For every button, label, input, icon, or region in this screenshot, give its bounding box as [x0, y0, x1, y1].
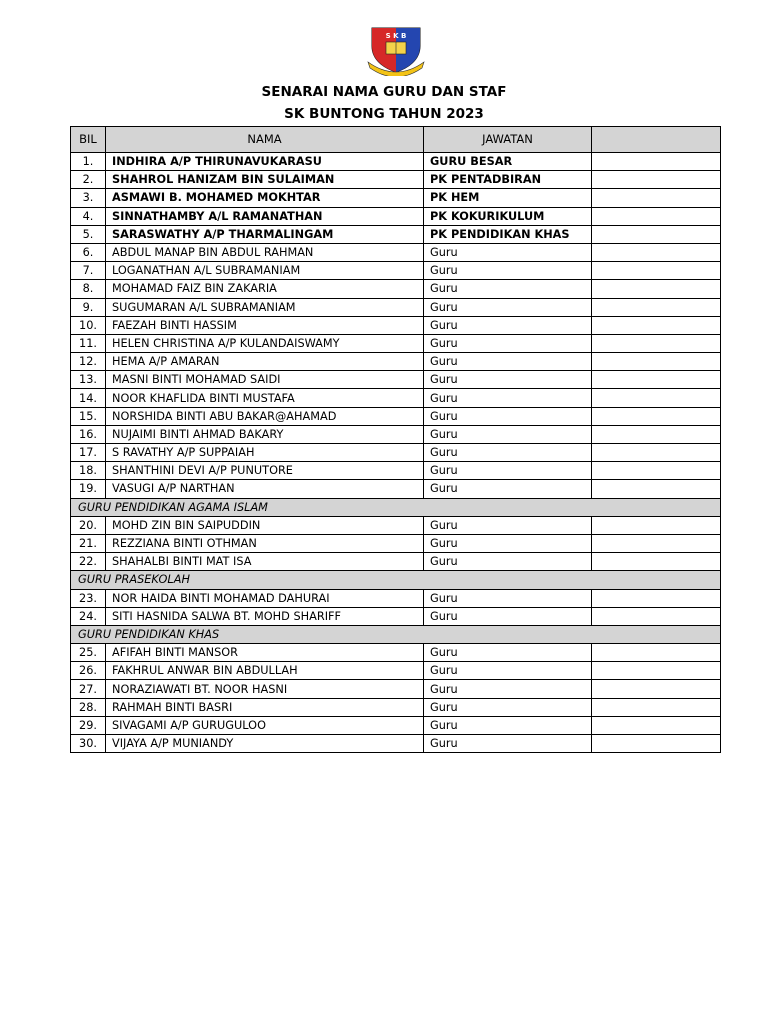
row-position: Guru	[424, 462, 592, 480]
table-header-row	[71, 127, 721, 153]
row-number: 25.	[71, 644, 106, 662]
row-number: 15.	[71, 407, 106, 425]
row-number: 12.	[71, 353, 106, 371]
row-position: Guru	[424, 371, 592, 389]
row-blank-cell	[592, 444, 721, 462]
row-position: Guru	[424, 298, 592, 316]
table-row	[71, 389, 721, 407]
row-number: 29.	[71, 716, 106, 734]
row-position: Guru	[424, 316, 592, 334]
row-number: 9.	[71, 298, 106, 316]
table-row	[71, 316, 721, 334]
table-row	[71, 243, 721, 261]
row-blank-cell	[592, 243, 721, 261]
row-name: NORSHIDA BINTI ABU BAKAR@AHAMAD	[106, 407, 424, 425]
section-title: GURU PENDIDIKAN KHAS	[71, 625, 721, 643]
row-position: Guru	[424, 516, 592, 534]
row-name: SHAHROL HANIZAM BIN SULAIMAN	[106, 171, 424, 189]
row-blank-cell	[592, 534, 721, 552]
row-number: 13.	[71, 371, 106, 389]
row-position: Guru	[424, 425, 592, 443]
table-row	[71, 171, 721, 189]
row-name: AFIFAH BINTI MANSOR	[106, 644, 424, 662]
section-title: GURU PENDIDIKAN AGAMA ISLAM	[71, 498, 721, 516]
table-row	[71, 607, 721, 625]
row-position: Guru	[424, 607, 592, 625]
row-blank-cell	[592, 516, 721, 534]
row-number: 21.	[71, 534, 106, 552]
table-row	[71, 153, 721, 171]
row-blank-cell	[592, 607, 721, 625]
row-number: 4.	[71, 207, 106, 225]
row-name: REZZIANA BINTI OTHMAN	[106, 534, 424, 552]
row-name: NOR HAIDA BINTI MOHAMAD DAHURAI	[106, 589, 424, 607]
row-name: NORAZIAWATI BT. NOOR HASNI	[106, 680, 424, 698]
row-blank-cell	[592, 189, 721, 207]
row-position: Guru	[424, 662, 592, 680]
row-position: Guru	[424, 334, 592, 352]
header-jawatan: JAWATAN	[424, 127, 592, 153]
section-title: GURU PRASEKOLAH	[71, 571, 721, 589]
row-number: 20.	[71, 516, 106, 534]
row-blank-cell	[592, 462, 721, 480]
row-position: Guru	[424, 407, 592, 425]
table-row	[71, 534, 721, 552]
row-blank-cell	[592, 225, 721, 243]
row-name: VIJAYA A/P MUNIANDY	[106, 735, 424, 753]
section-row	[71, 498, 721, 516]
table-row	[71, 698, 721, 716]
row-blank-cell	[592, 644, 721, 662]
row-number: 16.	[71, 425, 106, 443]
table-row	[71, 462, 721, 480]
row-number: 8.	[71, 280, 106, 298]
row-number: 11.	[71, 334, 106, 352]
row-number: 24.	[71, 607, 106, 625]
row-name: SUGUMARAN A/L SUBRAMANIAM	[106, 298, 424, 316]
row-blank-cell	[592, 716, 721, 734]
row-number: 23.	[71, 589, 106, 607]
table-row	[71, 735, 721, 753]
row-position: Guru	[424, 553, 592, 571]
row-number: 17.	[71, 444, 106, 462]
row-position: Guru	[424, 589, 592, 607]
table-row	[71, 280, 721, 298]
row-position: GURU BESAR	[424, 153, 592, 171]
row-name: MASNI BINTI MOHAMAD SAIDI	[106, 371, 424, 389]
row-blank-cell	[592, 735, 721, 753]
header-bil: BIL	[71, 127, 106, 153]
row-blank-cell	[592, 280, 721, 298]
table-row	[71, 444, 721, 462]
row-number: 2.	[71, 171, 106, 189]
row-number: 27.	[71, 680, 106, 698]
row-number: 1.	[71, 153, 106, 171]
table-row	[71, 589, 721, 607]
row-position: Guru	[424, 534, 592, 552]
row-position: PK KOKURIKULUM	[424, 207, 592, 225]
table-row	[71, 662, 721, 680]
row-blank-cell	[592, 680, 721, 698]
row-name: SINNATHAMBY A/L RAMANATHAN	[106, 207, 424, 225]
row-position: Guru	[424, 698, 592, 716]
row-position: Guru	[424, 480, 592, 498]
table-row	[71, 480, 721, 498]
row-blank-cell	[592, 207, 721, 225]
row-number: 28.	[71, 698, 106, 716]
row-position: Guru	[424, 389, 592, 407]
table-row	[71, 189, 721, 207]
row-position: PK PENTADBIRAN	[424, 171, 592, 189]
section-row	[71, 571, 721, 589]
row-blank-cell	[592, 407, 721, 425]
row-name: FAKHRUL ANWAR BIN ABDULLAH	[106, 662, 424, 680]
row-name: HEMA A/P AMARAN	[106, 353, 424, 371]
row-position: Guru	[424, 262, 592, 280]
row-blank-cell	[592, 298, 721, 316]
row-blank-cell	[592, 153, 721, 171]
row-blank-cell	[592, 334, 721, 352]
row-name: SITI HASNIDA SALWA BT. MOHD SHARIFF	[106, 607, 424, 625]
table-row	[71, 553, 721, 571]
row-number: 10.	[71, 316, 106, 334]
table-row	[71, 262, 721, 280]
row-position: Guru	[424, 680, 592, 698]
row-number: 22.	[71, 553, 106, 571]
row-name: ASMAWI B. MOHAMED MOKHTAR	[106, 189, 424, 207]
row-name: SHAHALBI BINTI MAT ISA	[106, 553, 424, 571]
school-crest-logo	[366, 24, 426, 76]
table-row	[71, 207, 721, 225]
row-position: Guru	[424, 353, 592, 371]
row-name: SARASWATHY A/P THARMALINGAM	[106, 225, 424, 243]
row-name: NUJAIMI BINTI AHMAD BAKARY	[106, 425, 424, 443]
row-position: PK HEM	[424, 189, 592, 207]
table-row	[71, 516, 721, 534]
staff-table	[70, 126, 721, 753]
header-blank	[592, 127, 721, 153]
row-name: FAEZAH BINTI HASSIM	[106, 316, 424, 334]
row-position: PK PENDIDIKAN KHAS	[424, 225, 592, 243]
row-number: 19.	[71, 480, 106, 498]
row-blank-cell	[592, 480, 721, 498]
row-blank-cell	[592, 553, 721, 571]
row-blank-cell	[592, 316, 721, 334]
row-number: 30.	[71, 735, 106, 753]
row-position: Guru	[424, 644, 592, 662]
header-nama: NAMA	[106, 127, 424, 153]
row-position: Guru	[424, 716, 592, 734]
row-number: 26.	[71, 662, 106, 680]
row-blank-cell	[592, 425, 721, 443]
row-number: 3.	[71, 189, 106, 207]
row-number: 6.	[71, 243, 106, 261]
document-title: SENARAI NAMA GURU DAN STAF	[261, 84, 507, 100]
row-name: NOOR KHAFLIDA BINTI MUSTAFA	[106, 389, 424, 407]
table-row	[71, 716, 721, 734]
table-row	[71, 353, 721, 371]
row-blank-cell	[592, 262, 721, 280]
svg-text:S K B: S K B	[385, 32, 407, 40]
row-name: S RAVATHY A/P SUPPAIAH	[106, 444, 424, 462]
document-subtitle: SK BUNTONG TAHUN 2023	[284, 106, 484, 122]
row-blank-cell	[592, 389, 721, 407]
row-number: 7.	[71, 262, 106, 280]
table-row	[71, 298, 721, 316]
row-blank-cell	[592, 171, 721, 189]
row-blank-cell	[592, 353, 721, 371]
row-name: MOHAMAD FAIZ BIN ZAKARIA	[106, 280, 424, 298]
row-position: Guru	[424, 280, 592, 298]
row-position: Guru	[424, 444, 592, 462]
row-blank-cell	[592, 662, 721, 680]
section-row	[71, 625, 721, 643]
table-row	[71, 644, 721, 662]
table-row	[71, 407, 721, 425]
table-row	[71, 680, 721, 698]
row-blank-cell	[592, 589, 721, 607]
table-row	[71, 225, 721, 243]
row-name: ABDUL MANAP BIN ABDUL RAHMAN	[106, 243, 424, 261]
row-name: VASUGI A/P NARTHAN	[106, 480, 424, 498]
row-name: LOGANATHAN A/L SUBRAMANIAM	[106, 262, 424, 280]
table-row	[71, 334, 721, 352]
row-number: 18.	[71, 462, 106, 480]
row-number: 14.	[71, 389, 106, 407]
row-name: RAHMAH BINTI BASRI	[106, 698, 424, 716]
row-name: MOHD ZIN BIN SAIPUDDIN	[106, 516, 424, 534]
row-position: Guru	[424, 735, 592, 753]
table-row	[71, 425, 721, 443]
row-name: HELEN CHRISTINA A/P KULANDAISWAMY	[106, 334, 424, 352]
row-number: 5.	[71, 225, 106, 243]
row-blank-cell	[592, 698, 721, 716]
row-name: SHANTHINI DEVI A/P PUNUTORE	[106, 462, 424, 480]
row-name: INDHIRA A/P THIRUNAVUKARASU	[106, 153, 424, 171]
row-blank-cell	[592, 371, 721, 389]
row-name: SIVAGAMI A/P GURUGULOO	[106, 716, 424, 734]
row-position: Guru	[424, 243, 592, 261]
table-row	[71, 371, 721, 389]
